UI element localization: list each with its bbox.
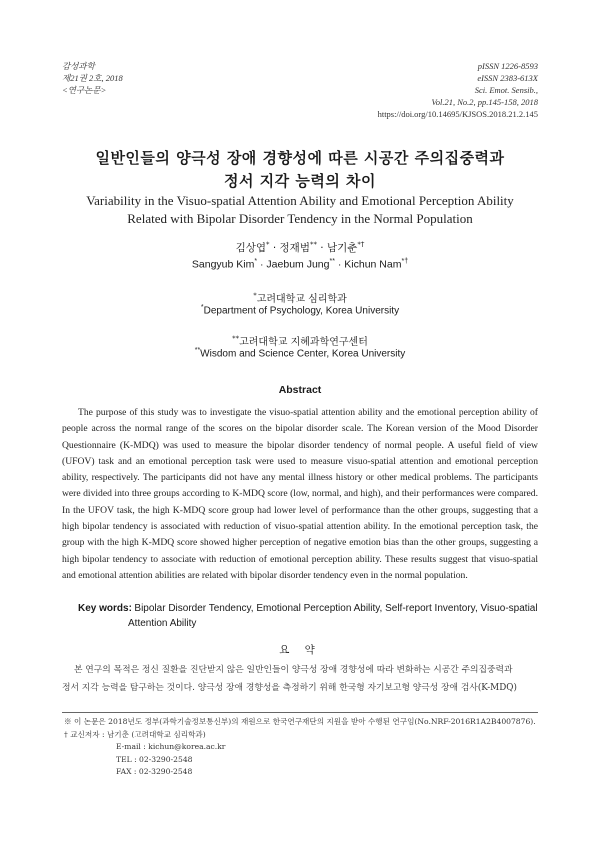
title-ko-line2: 정서 지각 능력의 차이 xyxy=(223,172,377,190)
abstract-heading: Abstract xyxy=(278,384,322,396)
author-ko-3-mark: *† xyxy=(357,240,365,249)
author-en-2-mark: ** xyxy=(329,258,335,265)
journal-name-en: Sci. Emot. Sensib., xyxy=(474,85,538,95)
keywords xyxy=(78,601,538,631)
title-en-line1: Variability in the Visuo-spatial Attention Ability and Emotional Perception Ability xyxy=(86,193,514,208)
title-ko-line1: 일반인들의 양극성 장애 경향성에 따른 시공간 주의집중력과 xyxy=(95,149,505,167)
journal-header-left xyxy=(62,60,123,96)
author-en-1-mark: * xyxy=(254,258,258,265)
article-type: <연구논문> xyxy=(62,85,107,95)
affiliation-2-ko xyxy=(0,333,600,348)
author-ko-2-mark: ** xyxy=(309,240,317,249)
summary-ko-line1: 본 연구의 목적은 정신 질환을 진단받지 않은 일반인들이 양극성 장애 경향성에 따라 변화하는 시공간 주의집중력과 xyxy=(74,665,513,675)
contact-fax: FAX : 02-3290-2548 xyxy=(116,767,193,776)
footnote-divider xyxy=(62,712,538,713)
affiliation-2-ko-text: 고려대학교 지혜과학연구센터 xyxy=(239,337,368,348)
affiliation-2-en-text: Wisdom and Science Center, Korea University xyxy=(200,348,406,360)
author-ko-2: 정재범 xyxy=(279,242,310,254)
author-separator: · xyxy=(269,242,280,254)
doi-link[interactable]: https://doi.org/10.14695/KJSOS.2018.21.2.145 xyxy=(377,109,538,119)
journal-name-ko: 감성과학 xyxy=(62,61,95,71)
affiliation-1-ko xyxy=(0,290,600,305)
funding-note: ※ 이 논문은 2018년도 정부(과학기술정보통신부)의 재원으로 한국연구재단의 지원을 받아 수행된 연구임(No.NRF-2016R1A2B4007876). xyxy=(64,717,536,726)
affiliation-2-mark: ** xyxy=(194,347,201,354)
eissn: eISSN 2383-613X xyxy=(477,73,538,83)
affiliation-2-en xyxy=(0,347,600,359)
contact-email[interactable]: E-mail : kichun@korea.ac.kr xyxy=(116,742,226,751)
author-en-2: Jaebum Jung xyxy=(266,258,330,271)
author-ko-1-mark: * xyxy=(266,240,270,249)
authors-ko xyxy=(0,240,600,255)
pissn: pISSN 1226-8593 xyxy=(477,61,538,71)
keywords-label: Key words: xyxy=(78,603,132,614)
affiliation-1-en xyxy=(0,304,600,316)
author-separator: · xyxy=(334,258,345,271)
author-separator: · xyxy=(257,258,267,271)
affiliation-1-mark: * xyxy=(200,304,204,311)
keywords-line2: Attention Ability xyxy=(128,618,197,629)
corresponding-author: † 교신저자 : 남기춘 (고려대학교 심리학과) xyxy=(64,729,206,739)
footnotes xyxy=(64,716,544,779)
affiliation-1-ko-text: 고려대학교 심리학과 xyxy=(256,294,347,305)
volume-ko: 제21권 2호, 2018 xyxy=(62,73,123,83)
author-en-3-mark: *† xyxy=(401,258,409,265)
abstract-text: The purpose of this study was to investigate the visuo-spatial attention ability and the emotional perception ability of people across the normal range of the scores on the bipolar disorder scale. The Korean version of the Mood Disorder Questionnaire (K-MDQ) was used to measure the bipolar disorder tendency of normal people. A useful field of view (UFOV) task and an emotional perception task were used to measure visuo-spatial attention and emotional perception ability, respectively. The participants did not have any mental illness history or other medical problems. The participants were divided into three groups according to K-MDQ score (low, normal, and high), and their performances were compared. In the UFOV task, the high K-MDQ score group had lower level of performance than the other groups, suggesting that a high bipolar tendency is associated with reduction of visuo-spatial attention ability. In the emotional perception task, the group with the high K-MDQ score showed higher perception of negative emotion bias than the other groups, suggesting a high bipolar tendency to associate with reduction of emotional perception ability. These results suggest that visuo-spatial and emotional attention abilities are related with bipolar disorder tendency even in the normal population. xyxy=(62,407,538,581)
summary-ko-heading: 요 약 xyxy=(279,644,321,656)
affiliation-2-mark: ** xyxy=(232,334,240,343)
contact-tel: TEL : 02-3290-2548 xyxy=(116,754,193,764)
author-separator: · xyxy=(316,242,327,254)
author-en-1: Sangyub Kim xyxy=(191,258,255,271)
author-ko-1: 김상엽 xyxy=(235,242,267,254)
author-ko-3: 남기춘 xyxy=(326,242,358,254)
volume-en: Vol.21, No.2, pp.145-158, 2018 xyxy=(431,97,538,107)
author-en-3: Kichun Nam xyxy=(344,258,402,271)
title-en xyxy=(0,192,600,228)
affiliation-1-mark: * xyxy=(253,291,257,300)
summary-ko-line2: 정서 지각 능력을 탐구하는 것이다. 양극성 장애 경향성을 측정하기 위해 한국형 자기보고형 양극성 장애 검사(K-MDQ) xyxy=(62,683,517,693)
summary-ko-body xyxy=(62,661,538,697)
affiliation-1-en-text: Department of Psychology, Korea University xyxy=(203,305,400,317)
journal-header-right xyxy=(378,60,538,120)
title-en-line2: Related with Bipolar Disorder Tendency in the Normal Population xyxy=(127,211,473,226)
authors-en xyxy=(0,258,600,271)
keywords-line1: Bipolar Disorder Tendency, Emotional Perception Ability, Self-report Inventory, Visuo-spatial xyxy=(134,603,538,614)
